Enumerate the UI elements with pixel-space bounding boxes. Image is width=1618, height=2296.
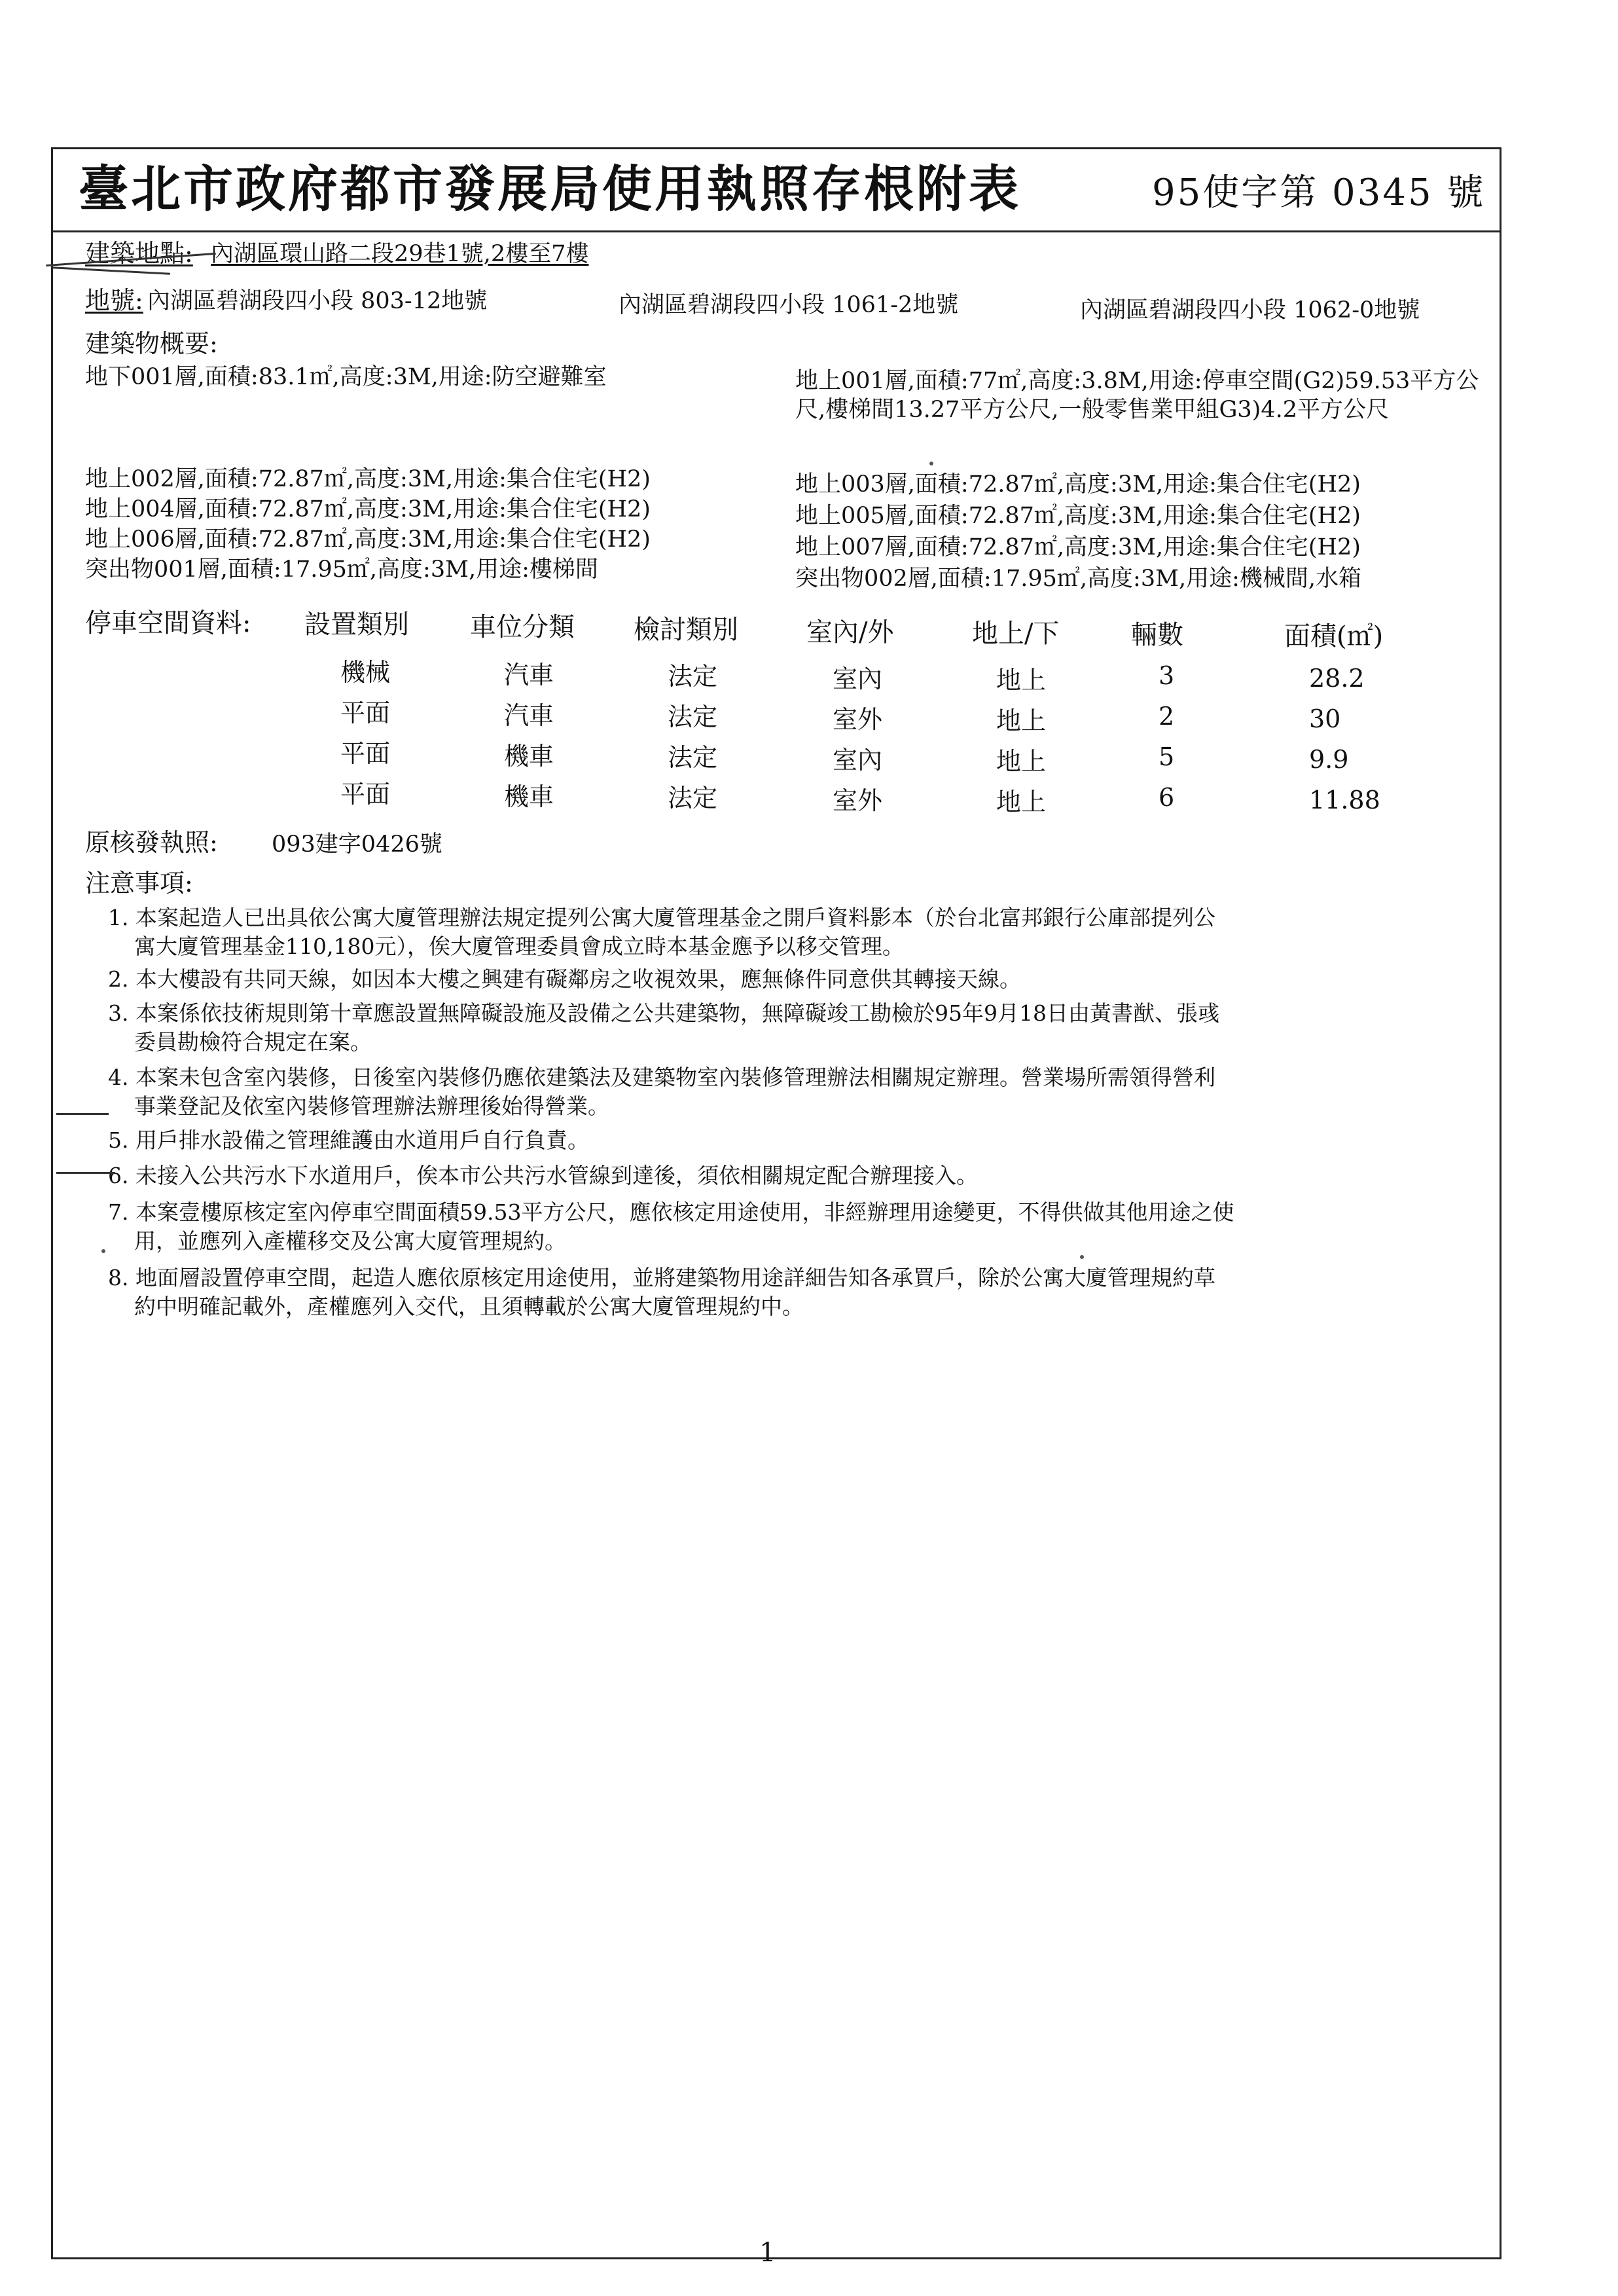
parking-cell: 室內 [833, 746, 883, 774]
parking-cell: 6 [1159, 783, 1175, 812]
parking-cell: 平面 [340, 739, 391, 768]
scan-speck [1080, 1255, 1084, 1259]
overview-right-5: 突出物002層,面積:17.95㎡,高度:3M,用途:機械間,水箱 [795, 566, 1361, 592]
parking-cell: 地上 [996, 706, 1047, 735]
overview-heading: 建築物概要: [85, 329, 218, 358]
parking-cell: 5 [1159, 742, 1175, 771]
overview-left-5: 突出物001層,面積:17.95㎡,高度:3M,用途:樓梯間 [85, 556, 598, 583]
permit-number: 95使字第 0345 號 [1152, 172, 1486, 214]
parking-header-vehicle: 車位分類 [470, 612, 575, 642]
parking-header-area: 面積(㎡) [1284, 621, 1384, 651]
note-line: 約中明確記載外，產權應列入交代，且須轉載於公寓大廈管理規約中。 [134, 1294, 804, 1319]
note-line: 事業登記及依室內裝修管理辦法辦理後始得營業。 [134, 1093, 609, 1119]
original-permit-label: 原核發執照: [85, 828, 218, 857]
page-number: 1 [759, 2238, 776, 2268]
overview-right-4: 地上007層,面積:72.87㎡,高度:3M,用途:集合住宅(H2) [795, 534, 1361, 560]
parking-header-level: 地上/下 [972, 619, 1060, 649]
address-label: 建築地點: [85, 239, 193, 268]
parking-cell: 2 [1159, 702, 1175, 731]
parking-cell: 汽車 [504, 701, 554, 730]
notes-heading: 注意事項: [85, 869, 193, 898]
parking-cell: 機械 [340, 658, 391, 687]
parking-cell: 地上 [996, 788, 1047, 816]
parking-cell: 11.88 [1309, 786, 1380, 814]
parking-header-review: 檢討類別 [634, 615, 738, 645]
parking-cell: 室外 [833, 786, 883, 815]
parking-header-type: 設置類別 [304, 610, 409, 640]
parking-cell: 9.9 [1309, 745, 1349, 774]
note-line: 1. 本案起造人已出具依公寓大廈管理辦法規定提列公寓大廈管理基金之開戶資料影本（於台北富邦銀行公庫部提列公 [108, 905, 1215, 930]
parking-cell: 室內 [833, 665, 883, 693]
note-line: 7. 本案壹樓原核定室內停車空間面積59.53平方公尺，應依核定用途使用，非經辦理用途變更，不得供做其他用途之使 [108, 1199, 1234, 1225]
note-line: 8. 地面層設置停車空間，起造人應依原核定用途使用，並將建築物用途詳細告知各承買戶，除於公寓大廈管理規約草 [108, 1265, 1215, 1290]
parking-header-inout: 室內/外 [806, 617, 894, 647]
note-line: 6. 未接入公共污水下水道用戶，俟本市公共污水管線到達後，須依相關規定配合辦理接入。 [108, 1163, 978, 1188]
parking-cell: 法定 [668, 702, 718, 731]
parking-cell: 法定 [668, 784, 718, 812]
parking-cell: 地上 [996, 747, 1047, 776]
overview-left-1: 地下001層,面積:83.1㎡,高度:3M,用途:防空避難室 [85, 364, 607, 390]
parking-cell: 室外 [833, 705, 883, 734]
note-line: 用，並應列入產權移交及公寓大廈管理規約。 [134, 1228, 566, 1254]
address-value: 內湖區環山路二段29巷1號,2樓至7樓 [211, 241, 589, 267]
overview-right-3: 地上005層,面積:72.87㎡,高度:3M,用途:集合住宅(H2) [795, 503, 1361, 529]
lot-label: 地號: [85, 286, 143, 315]
parking-cell: 汽車 [504, 661, 554, 689]
overview-left-4: 地上006層,面積:72.87㎡,高度:3M,用途:集合住宅(H2) [85, 526, 651, 553]
note-line: 委員勘檢符合規定在案。 [134, 1029, 372, 1055]
scribble-mark [56, 1113, 109, 1115]
parking-cell: 平面 [340, 699, 391, 727]
parking-label: 停車空間資料: [85, 608, 251, 638]
overview-right-2: 地上003層,面積:72.87㎡,高度:3M,用途:集合住宅(H2) [795, 471, 1361, 498]
note-line: 3. 本案係依技術規則第十章應設置無障礙設施及設備之公共建築物，無障礙竣工勘檢於95年9月18日由黃書猷、張彧 [108, 1000, 1219, 1026]
note-line: 4. 本案未包含室內裝修，日後室內裝修仍應依建築法及建築物室內裝修管理辦法相關規定辦理。營業場所需領得營利 [108, 1065, 1215, 1090]
document-title: 臺北市政府都市發展局使用執照存根附表 [79, 160, 1021, 218]
note-line: 5. 用戶排水設備之管理維護由水道用戶自行負責。 [108, 1127, 589, 1153]
note-line: 2. 本大樓設有共同天線，如因本大樓之興建有礙鄰房之收視效果，應無條件同意供其轉接天線。 [108, 966, 1021, 992]
parking-cell: 機車 [504, 742, 554, 771]
parking-cell: 28.2 [1309, 664, 1365, 693]
parking-cell: 法定 [668, 743, 718, 772]
scan-speck [101, 1249, 105, 1253]
scribble-mark [56, 1172, 115, 1174]
overview-right-1: 地上001層,面積:77㎡,高度:3.8M,用途:停車空間(G2)59.53平方公尺,樓梯間13.27平方公尺,一般零售業甲組G3)4.2平方公尺 [795, 368, 1479, 423]
note-line: 寓大廈管理基金110,180元），俟大廈管理委員會成立時本基金應予以移交管理。 [134, 934, 904, 959]
lot-1: 內湖區碧湖段四小段 803-12地號 [147, 288, 488, 314]
lot-3: 內湖區碧湖段四小段 1062-0地號 [1080, 297, 1420, 323]
overview-left-3: 地上004層,面積:72.87㎡,高度:3M,用途:集合住宅(H2) [85, 496, 651, 522]
parking-cell: 機車 [504, 782, 554, 811]
parking-cell: 3 [1159, 661, 1175, 690]
parking-cell: 法定 [668, 662, 718, 691]
parking-cell: 30 [1309, 704, 1341, 733]
parking-cell: 平面 [340, 780, 391, 809]
scan-speck [929, 462, 933, 465]
parking-cell: 地上 [996, 666, 1047, 695]
original-permit-value: 093建字0426號 [272, 831, 442, 858]
overview-left-2: 地上002層,面積:72.87㎡,高度:3M,用途:集合住宅(H2) [85, 466, 651, 492]
title-divider [51, 230, 1501, 232]
lot-2: 內湖區碧湖段四小段 1061-2地號 [619, 292, 959, 318]
parking-header-count: 輛數 [1131, 620, 1183, 650]
